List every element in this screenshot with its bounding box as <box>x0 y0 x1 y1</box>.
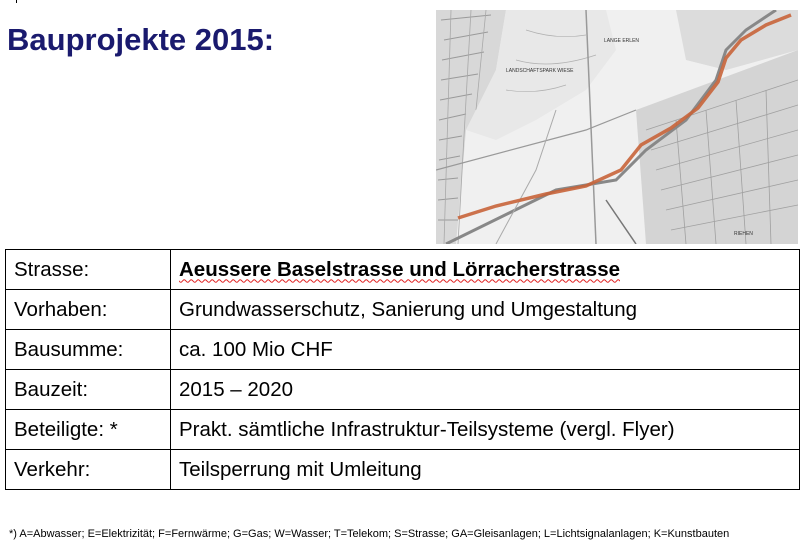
table-row <box>6 250 800 290</box>
row-label: Verkehr: <box>6 450 171 490</box>
table-row <box>6 370 800 410</box>
project-info-table <box>5 249 800 490</box>
svg-text:LANGE ERLEN: LANGE ERLEN <box>604 38 640 44</box>
corner-mark <box>16 0 17 3</box>
row-label: Bausumme: <box>6 330 171 370</box>
row-value <box>171 250 800 290</box>
row-label: Strasse: <box>6 250 171 290</box>
table-row <box>6 290 800 330</box>
footnote: *) A=Abwasser; E=Elektrizität; F=Fernwärme; G=Gas; W=Wasser; T=Telekom; S=Strasse; GA=Gleisanlagen; L=Lichtsignalanlagen; K=Kunstbauten <box>9 528 730 540</box>
row-label: Bauzeit: <box>6 370 171 410</box>
table-row <box>6 410 800 450</box>
row-value-text: Aeussere Baselstrasse und Lörracherstrasse <box>179 257 620 281</box>
svg-text:RIEHEN: RIEHEN <box>734 231 753 237</box>
row-value: Grundwasserschutz, Sanierung und Umgestaltung <box>171 290 800 330</box>
row-value: ca. 100 Mio CHF <box>171 330 800 370</box>
row-label: Vorhaben: <box>6 290 171 330</box>
svg-text:LANDSCHAFTSPARK WIESE: LANDSCHAFTSPARK WIESE <box>506 68 574 74</box>
row-label: Beteiligte: * <box>6 410 171 450</box>
row-value: 2015 – 2020 <box>171 370 800 410</box>
row-value: Teilsperrung mit Umleitung <box>171 450 800 490</box>
table-row <box>6 330 800 370</box>
slide-title: Bauprojekte 2015: <box>7 22 275 57</box>
row-value: Prakt. sämtliche Infrastruktur-Teilsysteme (vergl. Flyer) <box>171 410 800 450</box>
table-row <box>6 450 800 490</box>
project-map <box>436 10 798 244</box>
map-graphic <box>436 10 798 244</box>
